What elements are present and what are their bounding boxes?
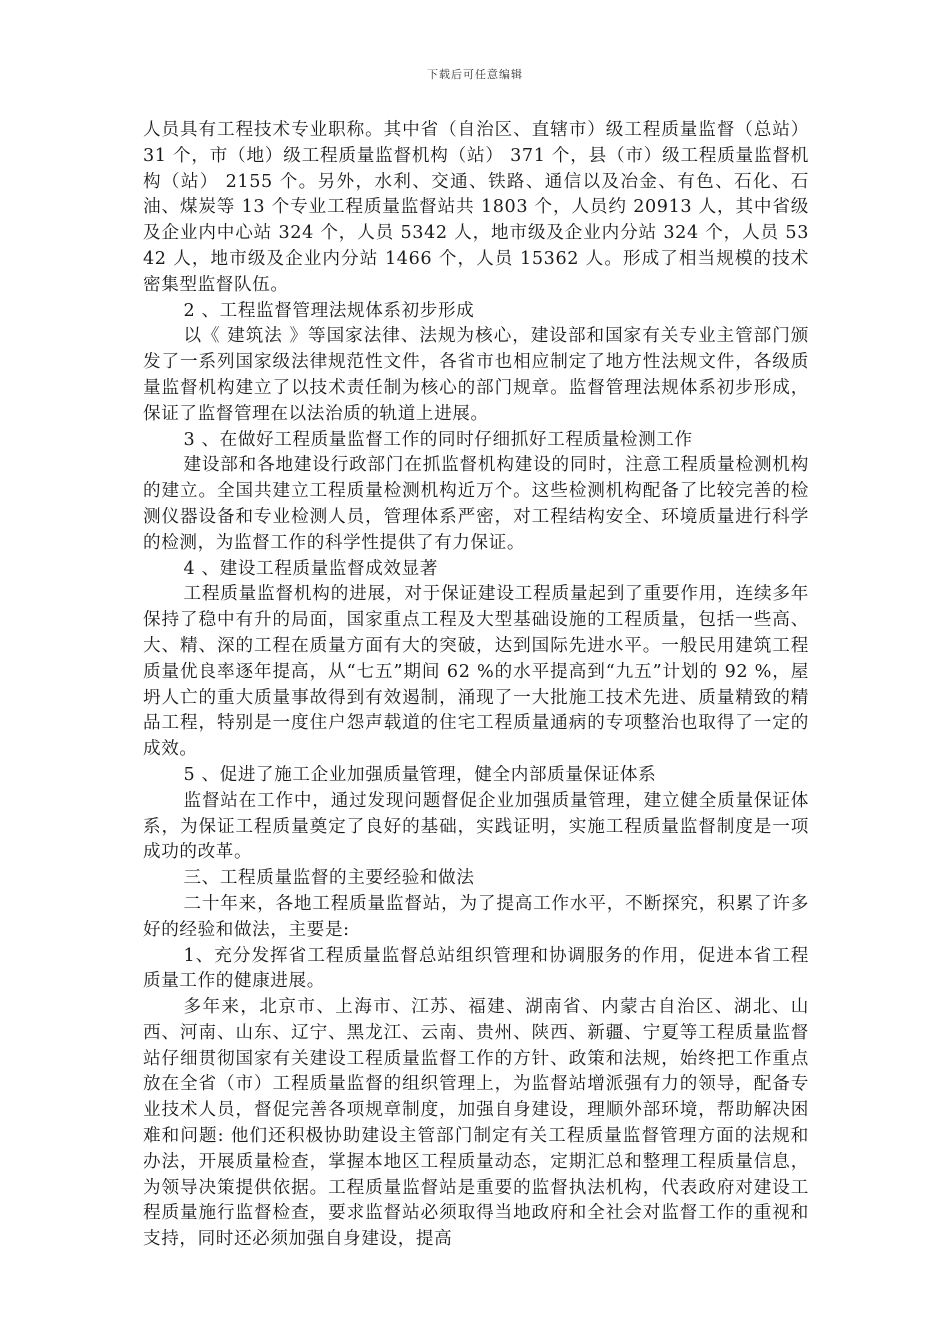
paragraph-quality-assurance: 监督站在工作中，通过发现问题督促企业加强质量管理，建立健全质量保证体系，为保证工程质量奠定了良好的基础，实践证明，实施工程质量监督制度是一项成功的改革。: [143, 790, 809, 863]
paragraph-legal-system: 以《 建筑法 》等国家法律、法规为核心，建设部和国家有关专业主管部门颁发了一系列国家级法律规范性文件，各省市也相应制定了地方性法规文件，各级质量监督机构建立了以技术责任制为核心的部门规章。监督管理法规体系初步形成，保证了监督管理在以法治质的轨道上进展。: [143, 326, 809, 424]
paragraph-staff-statistics: 人员具有工程技术专业职称。其中省（自治区、直辖市）级工程质量监督（总站） 31 个，市（地）级工程质量监督机构（站） 371 个，县（市）级工程质量监督机构（站） 2155 个。另外，水利、交通、铁路、通信以及冶金、有色、石化、石油、煤炭等 13 个专业工程质量监督站共 1803 个，人员约 20913 人，其中省级及企业内中心站 324 个，人员 5342 人，地市级及企业内分站 324 个，人员 5342 人，地市级及企业内分站 1466 个，人员 15362 人。形成了相当规模的技术密集型监督队伍。: [143, 120, 809, 295]
paragraph-supervision-results: 工程质量监督机构的进展，对于保证建设工程质量起到了重要作用，连续多年保持了稳中有升的局面，国家重点工程及大型基础设施的工程质量，包括一些高、大、精、深的工程在质量方面有大的突破，达到国际先进水平。一般民用建筑工程质量优良率逐年提高，从“七五”期间 62 %的水平提高到“九五”计划的 92 %，屋坍人亡的重大质量事故得到有效遏制，涌现了一大批施工技术先进、质量精致的精品工程，特别是一度住户怨声载道的住宅工程质量通病的专项整治也取得了一定的成效。: [143, 584, 809, 760]
section-heading-2: 2 、工程监督管理法规体系初步形成: [183, 300, 475, 321]
section-heading-5: 5 、促进了施工企业加强质量管理，健全内部质量保证体系: [183, 764, 657, 785]
paragraph-testing-institutions: 建设部和各地建设行政部门在抓监督机构建设的同时，注意工程质量检测机构的建立。全国共建立工程质量检测机构近万个。这些检测机构配备了比较完善的检测仪器设备和专业检测人员，管理体系严密，对工程结构安全、环境质量进行科学的检测，为监督工作的科学性提供了有力保证。: [143, 455, 809, 553]
paragraph-item-1: 1、充分发挥省工程质量监督总站组织管理和协调服务的作用，促进本省工程质量工作的健康进展。: [143, 945, 809, 992]
page-header-note: 下载后可任意编辑: [427, 68, 523, 81]
chapter-heading-3: 三、工程质量监督的主要经验和做法: [183, 868, 475, 889]
document-body: [143, 118, 809, 1253]
paragraph-provincial-stations: 多年来，北京市、上海市、江苏、福建、湖南省、内蒙古自治区、湖北、山西、河南、山东、辽宁、黑龙江、云南、贵州、陕西、新疆、宁夏等工程质量监督站仔细贯彻国家有关建设工程质量监督工作的方针、政策和法规，始终把工作重点放在全省（市）工程质量监督的组织管理上，为监督站增派强有力的领导，配备专业技术人员，督促完善各项规章制度，加强自身建设，理顺外部环境，帮助解决困难和问题: 他们还积极协助建设主管部门制定有关工程质量监督管理方面的法规和办法，开展质量检查，掌握本地区工程质量动态，定期汇总和整理工程质量信息，为领导决策提供依据。工程质量监督站是重要的监督执法机构，代表政府对建设工程质量施行监督检查，要求监督站必须取得当地政府和全社会对监督工作的重视和支持，同时还必须加强自身建设，提高: [143, 997, 809, 1250]
section-heading-4: 4 、建设工程质量监督成效显著: [183, 558, 438, 579]
section-heading-3: 3 、在做好工程质量监督工作的同时仔细抓好工程质量检测工作: [183, 429, 693, 450]
paragraph-experience-intro: 二十年来，各地工程质量监督站，为了提高工作水平，不断探究，积累了许多好的经验和做法，主要是:: [143, 893, 809, 940]
